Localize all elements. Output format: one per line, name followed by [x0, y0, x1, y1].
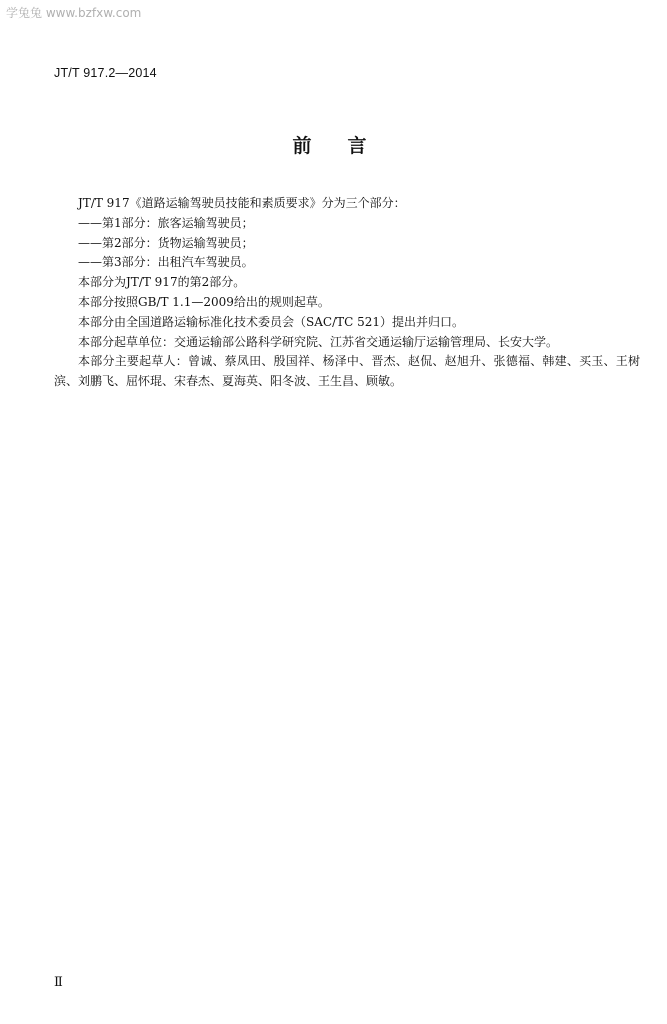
list-item-part-2: ——第2部分：货物运输驾驶员； [78, 235, 254, 250]
foreword-body [54, 194, 640, 392]
document-code: JT/T 917.2—2014 [54, 66, 157, 80]
paragraph-drafting-rules: 本部分按照GB/T 1.1—2009给出的规则起草。 [78, 294, 330, 309]
page-title: 前言 [292, 135, 403, 157]
page-number: Ⅱ [54, 975, 63, 990]
paragraph-drafters: 本部分主要起草人：曾诚、蔡凤田、殷国祥、杨泽中、晋杰、赵侃、赵旭升、张德福、韩建、买玉、王树滨、刘鹏飞、屈怀琨、宋春杰、夏海英、阳冬波、王生昌、顾敏。 [54, 354, 640, 389]
watermark-text: 学兔兔 www.bzfxw.com [6, 6, 142, 20]
paragraph-intro: JT/T 917《道路运输驾驶员技能和素质要求》分为三个部分： [78, 196, 406, 210]
paragraph-this-part: 本部分为JT/T 917的第2部分。 [78, 275, 246, 290]
list-item-part-1: ——第1部分：旅客运输驾驶员； [78, 215, 254, 230]
list-item-part-3: ——第3部分：出租汽车驾驶员。 [78, 255, 254, 270]
paragraph-proposer: 本部分由全国道路运输标准化技术委员会（SAC/TC 521）提出并归口。 [78, 314, 465, 329]
paragraph-drafting-units: 本部分起草单位：交通运输部公路科学研究院、江苏省交通运输厅运输管理局、长安大学。 [78, 334, 559, 349]
